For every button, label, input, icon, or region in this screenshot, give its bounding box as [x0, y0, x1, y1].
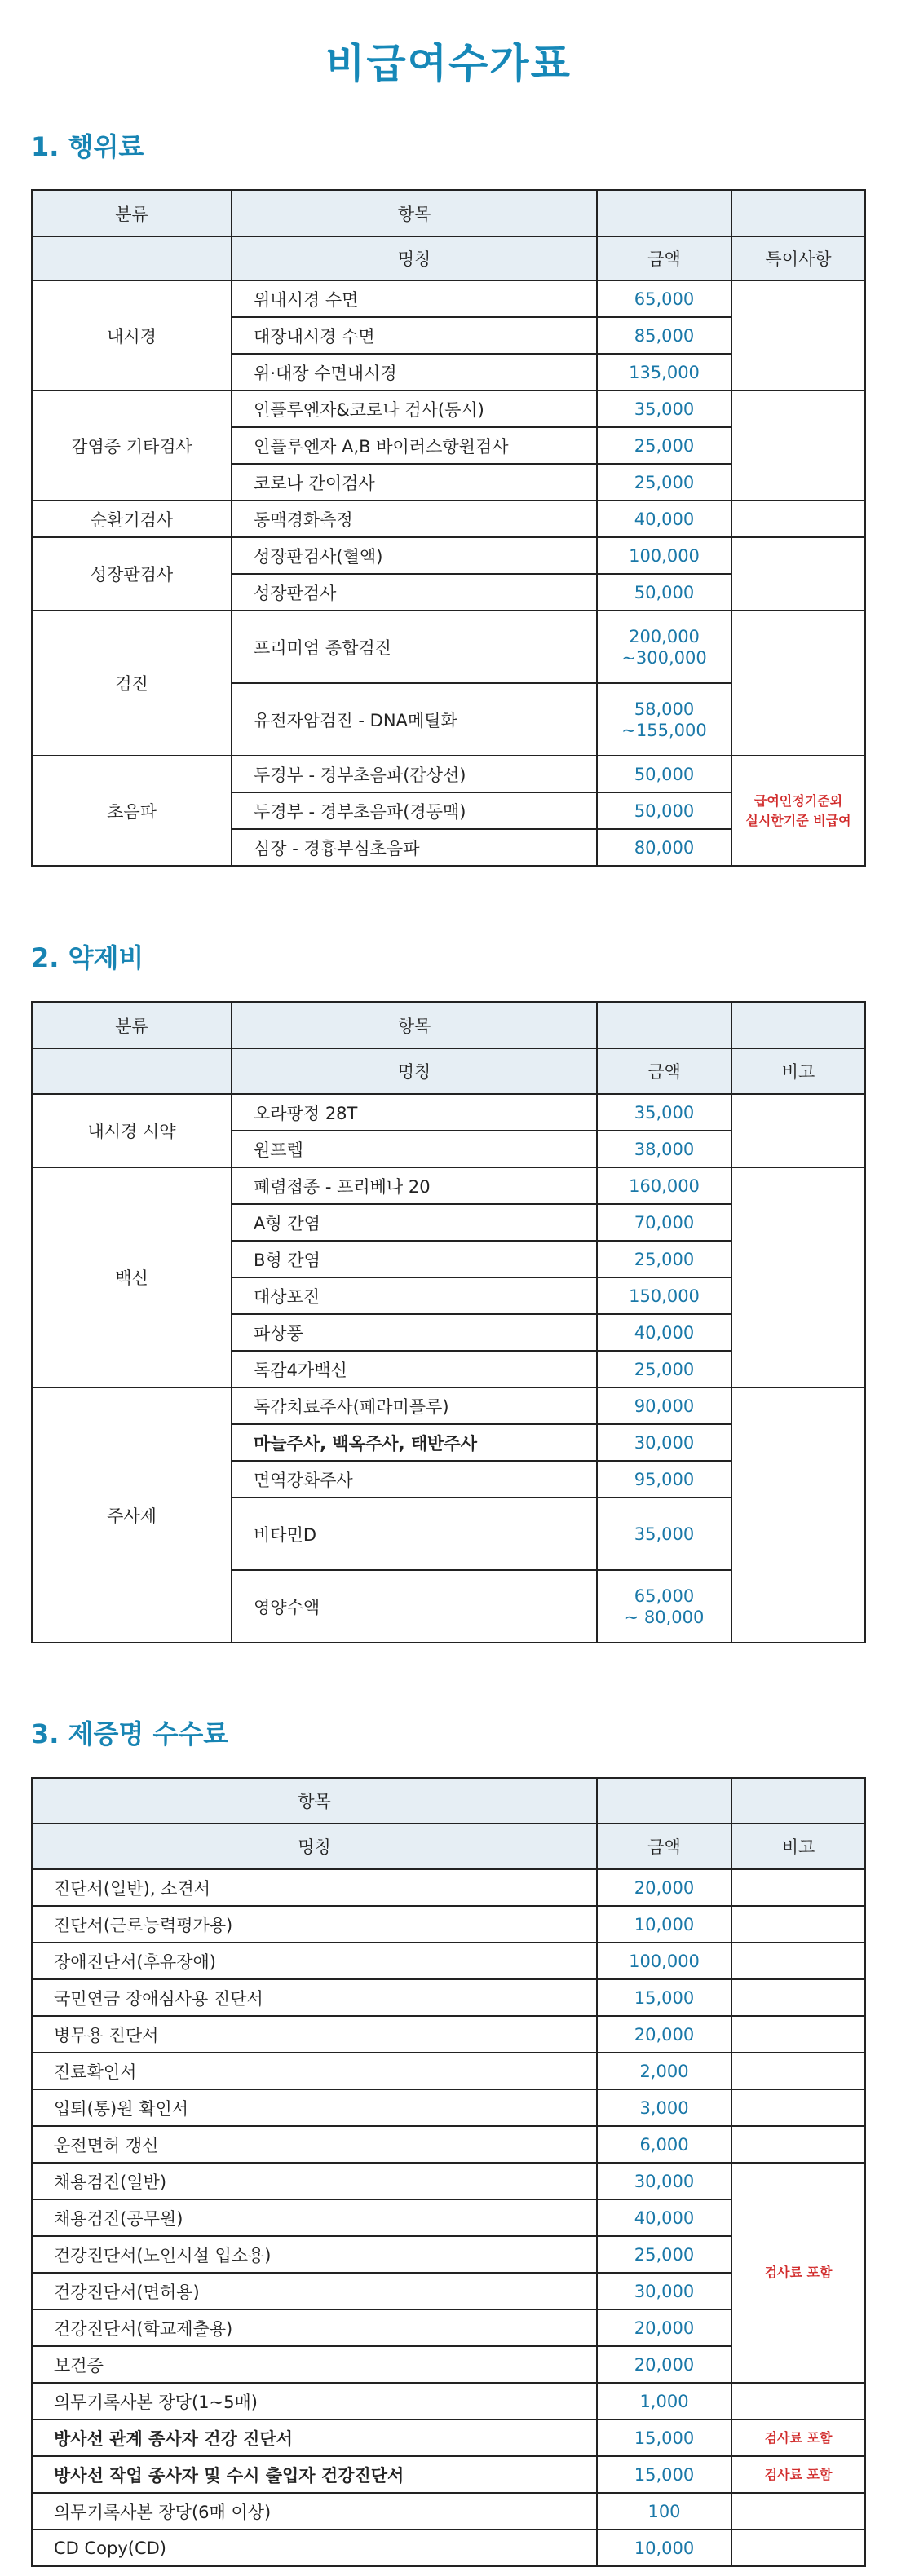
item-price: 100,000 [597, 537, 731, 574]
table-row [32, 1906, 865, 1943]
table-row [32, 2456, 865, 2493]
item-price: 35,000 [597, 390, 731, 427]
item-price: 20,000 [597, 2016, 731, 2053]
table-row [32, 1167, 865, 1204]
header-item: 항목 [232, 190, 597, 236]
header-price: 금액 [597, 1048, 731, 1094]
category-cell: 내시경 시약 [32, 1094, 232, 1167]
item-price: 3,000 [597, 2089, 731, 2126]
header-note: 특이사항 [731, 236, 865, 280]
item-name: 입퇴(통)원 확인서 [32, 2089, 597, 2126]
category-cell: 백신 [32, 1167, 232, 1387]
table-row [32, 280, 865, 317]
table-row [32, 537, 865, 574]
item-price: 30,000 [597, 2163, 731, 2199]
note-cell: 검사료 포함 [731, 2419, 865, 2456]
item-price: 15,000 [597, 2456, 731, 2493]
table-row [32, 1094, 865, 1131]
price-line: 65,000 [634, 1586, 695, 1606]
header-note: 비고 [731, 1824, 865, 1869]
note-cell [731, 756, 865, 866]
page-title: 비급여수가표 [325, 40, 572, 87]
note-cell [731, 1167, 865, 1387]
item-name: 대상포진 [232, 1277, 597, 1314]
item-name: 진단서(일반), 소견서 [32, 1869, 597, 1906]
item-name: 마늘주사, 백옥주사, 태반주사 [232, 1424, 597, 1461]
note-cell [731, 390, 865, 501]
header-item: 항목 [232, 1002, 597, 1048]
item-name: B형 간염 [232, 1241, 597, 1277]
item-price: 95,000 [597, 1461, 731, 1498]
item-name: 장애진단서(후유장애) [32, 1943, 597, 1979]
item-name: 영양수액 [232, 1570, 597, 1643]
note-cell [731, 611, 865, 756]
item-name: 의무기록사본 장당(1~5매) [32, 2383, 597, 2419]
item-price: 25,000 [597, 464, 731, 501]
header-item: 항목 [32, 1778, 597, 1824]
price-line: ~155,000 [621, 720, 707, 740]
item-price: 30,000 [597, 1424, 731, 1461]
item-price: 25,000 [597, 1351, 731, 1387]
item-name: 의무기록사본 장당(6매 이상) [32, 2493, 597, 2530]
item-name: 폐렴접종 - 프리베나 20 [232, 1167, 597, 1204]
note-cell [731, 1094, 865, 1167]
item-price: 20,000 [597, 1869, 731, 1906]
header-name: 명칭 [232, 1048, 597, 1094]
item-name: 진료확인서 [32, 2053, 597, 2089]
header-category: 분류 [32, 190, 232, 236]
table-row [32, 611, 865, 683]
item-name: A형 간염 [232, 1204, 597, 1241]
item-price: 15,000 [597, 1979, 731, 2016]
item-price: 80,000 [597, 829, 731, 866]
item-price: 10,000 [597, 1906, 731, 1943]
item-name: 건강진단서(노인시설 입소용) [32, 2236, 597, 2273]
category-cell: 감염증 기타검사 [32, 390, 232, 501]
item-name: 프리미엄 종합검진 [232, 611, 597, 683]
item-name: 인플루엔자 A,B 바이러스항원검사 [232, 427, 597, 464]
table-row [32, 501, 865, 537]
note-cell [731, 2016, 865, 2053]
header-name: 명칭 [32, 1824, 597, 1869]
note-cell [731, 537, 865, 611]
item-name: 두경부 - 경부초음파(경동맥) [232, 792, 597, 829]
header-note: 비고 [731, 1048, 865, 1094]
item-price: 40,000 [597, 501, 731, 537]
item-price: 65,000 [597, 280, 731, 317]
table-row [32, 2493, 865, 2530]
item-name: 원프렙 [232, 1131, 597, 1167]
category-cell: 순환기검사 [32, 501, 232, 537]
table-row [32, 2383, 865, 2419]
section-title-procedure-fees: 1. 행위료 [31, 131, 144, 162]
table-row [32, 1869, 865, 1906]
item-name: 운전면허 갱신 [32, 2126, 597, 2163]
item-name: 대장내시경 수면 [232, 317, 597, 354]
item-price: 90,000 [597, 1387, 731, 1424]
header-price: 금액 [597, 236, 731, 280]
price-line: 58,000 [634, 699, 695, 719]
item-price: 2,000 [597, 2053, 731, 2089]
item-name: 건강진단서(면허용) [32, 2273, 597, 2309]
item-price: 25,000 [597, 2236, 731, 2273]
item-name: 채용검진(일반) [32, 2163, 597, 2199]
table-row [32, 1387, 865, 1424]
certificate-fee-table [31, 1777, 866, 2567]
note-cell [731, 501, 865, 537]
note-cell [731, 2530, 865, 2566]
item-name: 오라팡정 28T [232, 1094, 597, 1131]
item-name: 비타민D [232, 1498, 597, 1570]
item-name: 방사선 관계 종사자 건강 진단서 [32, 2419, 597, 2456]
item-name: 국민연금 장애심사용 진단서 [32, 1979, 597, 2016]
item-price: 25,000 [597, 1241, 731, 1277]
table-row [32, 2530, 865, 2566]
item-price: 160,000 [597, 1167, 731, 1204]
item-name: 인플루엔자&코로나 검사(동시) [232, 390, 597, 427]
note-cell: 검사료 포함 [731, 2163, 865, 2383]
note-cell [731, 2053, 865, 2089]
item-name: 유전자암검진 - DNA메틸화 [232, 683, 597, 756]
item-name: 독감치료주사(페라미플루) [232, 1387, 597, 1424]
item-name: 채용검진(공무원) [32, 2199, 597, 2236]
table-row [32, 2016, 865, 2053]
item-price: 100,000 [597, 1943, 731, 1979]
note-line: 급여인정기준외 [753, 792, 843, 809]
item-price: 25,000 [597, 427, 731, 464]
item-name: 진단서(근로능력평가용) [32, 1906, 597, 1943]
table-row [32, 2419, 865, 2456]
table-row [32, 390, 865, 427]
item-price: 40,000 [597, 2199, 731, 2236]
table-row [32, 1979, 865, 2016]
table-row [32, 756, 865, 792]
item-name: 파상풍 [232, 1314, 597, 1351]
item-price: 15,000 [597, 2419, 731, 2456]
category-cell: 주사제 [32, 1387, 232, 1643]
item-price: 35,000 [597, 1094, 731, 1131]
item-price: 70,000 [597, 1204, 731, 1241]
item-name: 성장판검사 [232, 574, 597, 611]
item-price: 150,000 [597, 1277, 731, 1314]
item-name: 성장판검사(혈액) [232, 537, 597, 574]
item-name: 두경부 - 경부초음파(갑상선) [232, 756, 597, 792]
item-price: 50,000 [597, 574, 731, 611]
note-cell [731, 2089, 865, 2126]
item-price: 30,000 [597, 2273, 731, 2309]
header-category: 분류 [32, 1002, 232, 1048]
section-title-medication-fees: 2. 약제비 [31, 942, 144, 973]
item-name: 병무용 진단서 [32, 2016, 597, 2053]
item-name: 건강진단서(학교제출용) [32, 2309, 597, 2346]
note-cell [731, 2493, 865, 2530]
note-cell [731, 1943, 865, 1979]
note-cell [731, 2383, 865, 2419]
item-price [597, 611, 731, 683]
note-cell [731, 280, 865, 390]
category-cell: 성장판검사 [32, 537, 232, 611]
item-name: 동맥경화측정 [232, 501, 597, 537]
table-row [32, 2053, 865, 2089]
item-price: 50,000 [597, 756, 731, 792]
section-title-certificate-fees: 3. 제증명 수수료 [31, 1718, 229, 1749]
note-line: 실시한기준 비급여 [745, 812, 851, 828]
procedure-fee-table [31, 189, 866, 867]
item-price: 40,000 [597, 1314, 731, 1351]
item-price: 20,000 [597, 2346, 731, 2383]
item-price: 1,000 [597, 2383, 731, 2419]
note-cell: 검사료 포함 [731, 2456, 865, 2493]
item-name: 보건증 [32, 2346, 597, 2383]
header-price: 금액 [597, 1824, 731, 1869]
item-name: 위내시경 수면 [232, 280, 597, 317]
table-row [32, 2089, 865, 2126]
item-name: 면역강화주사 [232, 1461, 597, 1498]
item-price: 135,000 [597, 354, 731, 390]
medication-fee-table [31, 1001, 866, 1643]
note-cell [731, 1387, 865, 1643]
header-name: 명칭 [232, 236, 597, 280]
price-line: 200,000 [629, 626, 700, 646]
note-cell [731, 1906, 865, 1943]
item-name: 코로나 간이검사 [232, 464, 597, 501]
table-row [32, 2163, 865, 2199]
item-name: 방사선 작업 종사자 및 수시 출입자 건강진단서 [32, 2456, 597, 2493]
item-price: 10,000 [597, 2530, 731, 2566]
note-cell [731, 1979, 865, 2016]
item-name: 심장 - 경흉부심초음파 [232, 829, 597, 866]
item-name: 독감4가백신 [232, 1351, 597, 1387]
table-row [32, 2126, 865, 2163]
item-name: 위·대장 수면내시경 [232, 354, 597, 390]
item-price: 38,000 [597, 1131, 731, 1167]
item-price: 6,000 [597, 2126, 731, 2163]
category-cell: 검진 [32, 611, 232, 756]
item-price [597, 1570, 731, 1643]
note-cell [731, 1869, 865, 1906]
item-price: 100 [597, 2493, 731, 2530]
item-price: 85,000 [597, 317, 731, 354]
item-price: 50,000 [597, 792, 731, 829]
category-cell: 내시경 [32, 280, 232, 390]
price-line: ~300,000 [621, 647, 707, 668]
item-price [597, 683, 731, 756]
table-row [32, 1943, 865, 1979]
note-cell [731, 2126, 865, 2163]
category-cell: 초음파 [32, 756, 232, 866]
price-line: ~ 80,000 [624, 1607, 705, 1627]
item-name: CD Copy(CD) [32, 2530, 597, 2566]
item-price: 20,000 [597, 2309, 731, 2346]
item-price: 35,000 [597, 1498, 731, 1570]
